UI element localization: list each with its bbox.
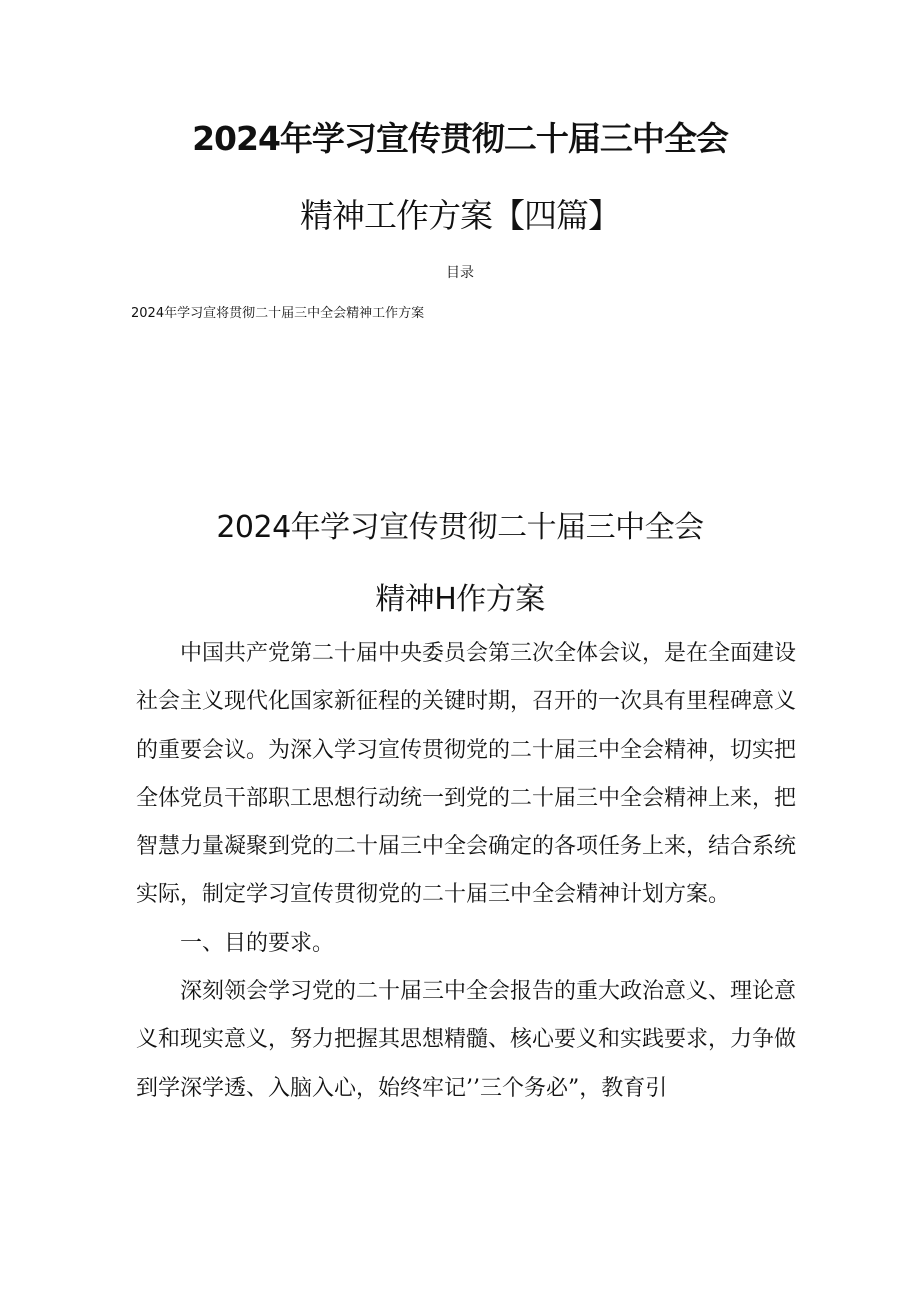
paragraph-heading-purpose: 一、目的要求。 (180, 930, 335, 956)
paragraph-purpose: 深刻领会学习党的二十届三中全会报告的重大政治意义、理论意义和现实意义，努力把握其思想精髓、核心要义和实践要求，力争做到学深学透、入脑入心，始终牢记’’三个务必”，教育引 (136, 979, 797, 1101)
toc-heading: 目录 (446, 265, 474, 281)
section-body (136, 630, 796, 1113)
paragraph-intro: 中国共产党第二十届中央委员会第三次全体会议，是在全面建设社会主义现代化国家新征程的关键时期，召开的一次具有里程碑意义的重要会议。为深入学习宣传贯彻党的二十届三中全会精神，切实把全体党员干部职工思想行动统一到党的二十届三中全会精神上来，把智慧力量凝聚到党的二十届三中全会确定的各项任务上来，结合系统实际，制定学习宣传贯彻党的二十届三中全会精神计划方案。 (136, 641, 797, 908)
document-title-line2: 精神工作方案【四篇】 (300, 196, 620, 235)
document-title-line1: 2024年学习宣传贯彻二十届三中全会 (192, 119, 728, 158)
section-title-line2: 精神H作方案 (375, 582, 545, 617)
section-title-line1: 2024年学习宣传贯彻二十届三中全会 (216, 510, 704, 545)
toc-entry[interactable]: 2024年学习宣将贯彻二十届三中全会精神工作方案 (131, 306, 425, 321)
